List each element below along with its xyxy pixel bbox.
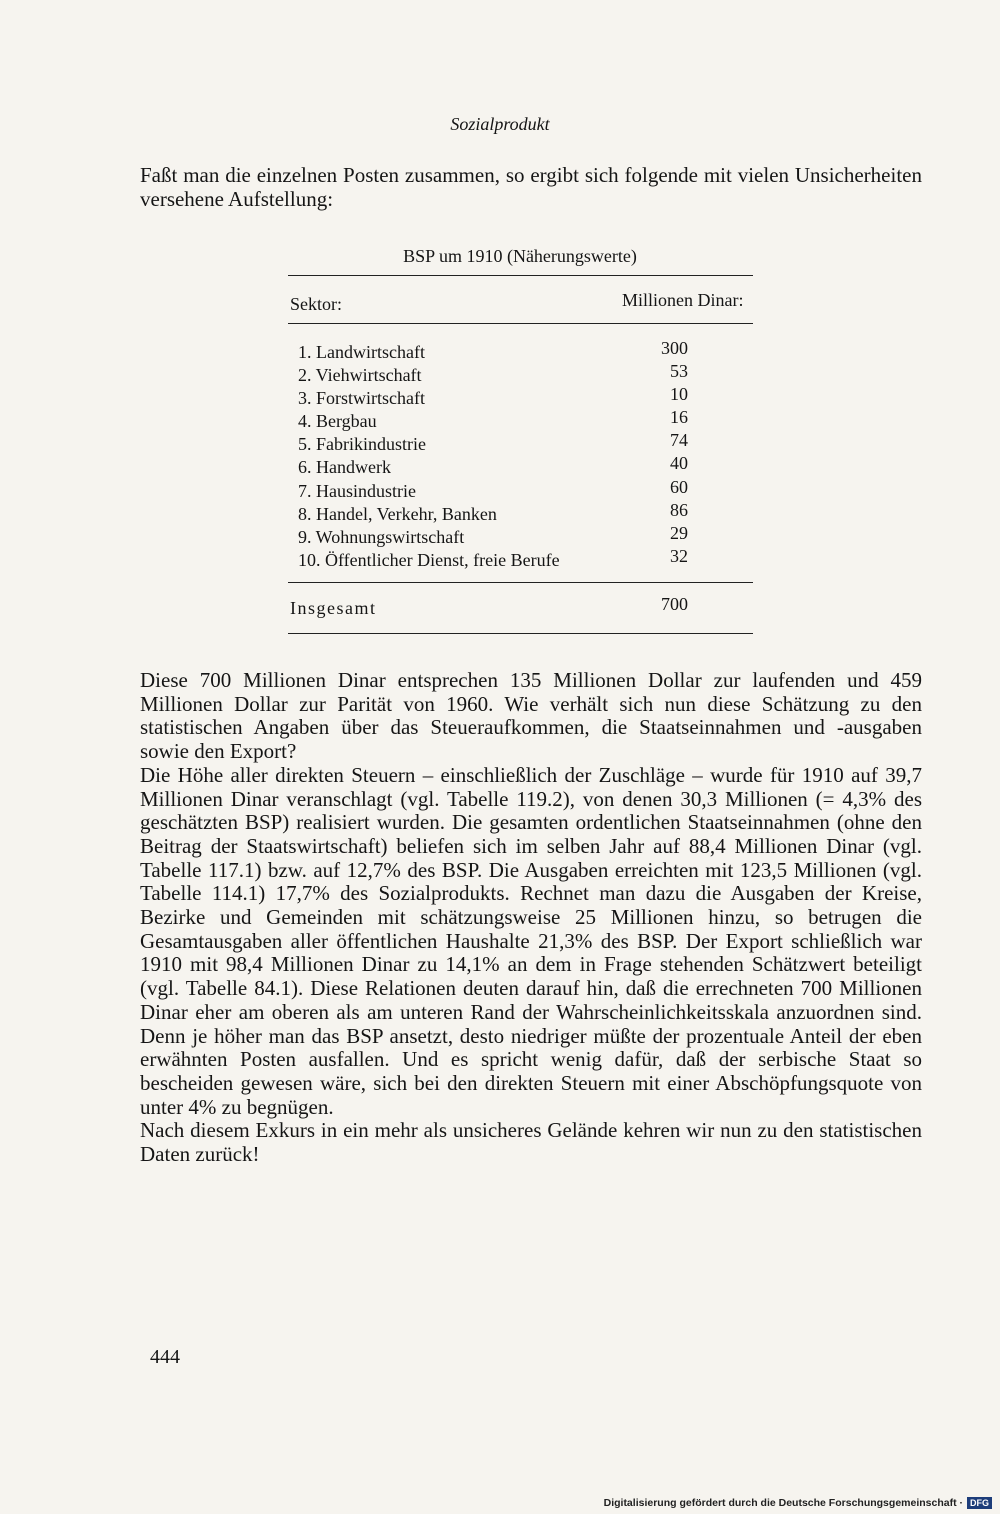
row-value: 29	[670, 523, 688, 543]
column-header-sector: Sektor:	[290, 294, 342, 314]
table-row	[298, 546, 698, 573]
row-label: 8. Handel, Verkehr, Banken	[298, 504, 497, 524]
table-title: BSP um 1910 (Näherungswerte)	[403, 246, 637, 266]
row-value: 60	[670, 477, 688, 497]
page-number: 444	[150, 1346, 180, 1368]
intro-paragraph: Faßt man die einzelnen Posten zusammen, so ergibt sich folgende mit vielen Unsicherheiten versehene Aufstellung:	[140, 163, 922, 211]
table-total-rule	[288, 582, 753, 583]
row-value: 300	[661, 338, 688, 358]
row-value: 53	[670, 361, 688, 381]
row-label: 6. Handwerk	[298, 457, 391, 477]
total-value: 700	[661, 594, 688, 614]
row-label: 5. Fabrikindustrie	[298, 434, 426, 454]
row-value: 32	[670, 546, 688, 566]
column-header-value: Millionen Dinar:	[622, 290, 744, 310]
running-header: Sozialprodukt	[450, 114, 550, 134]
credit-text: Digitalisierung gefördert durch die Deutsche Forschungsgemeinschaft ·	[603, 1497, 963, 1509]
row-value: 40	[670, 453, 688, 473]
table-total-row	[290, 594, 698, 622]
body-paragraphs: Diese 700 Millionen Dinar entsprechen 135 Millionen Dollar zur laufenden und 459 Millionen Dollar zur Parität von 1960. Wie verhält sich nun diese Schätzung zu den statistischen Angaben über das Steueraufkommen, die Staatseinnahmen und -ausgaben sowie den Export? Die Höhe aller direkten Steuern – einschließlich der Zuschläge – wurde für 1910 auf 39,7 Millionen Dinar veranschlagt (vgl. Tabelle 119.2), von denen 30,3 Millionen (= 4,3% des geschätzten BSP) realisiert wurden. Die gesamten ordentlichen Staatseinnahmen (ohne den Beitrag der Staatswirtschaft) beliefen sich im selben Jahr auf 88,4 Millionen Dinar (vgl. Tabelle 117.1) bzw. auf 12,7% des BSP. Die Ausgaben erreichten mit 123,5 Millionen (vgl. Tabelle 114.1) 17,7% des Sozialprodukts. Rechnet man dazu die Ausgaben der Kreise, Bezirke und Gemeinden mit schätzungsweise 25 Millionen hinzu, so betrugen die Gesamtausgaben aller öffentlichen Haushalte 21,3% des BSP. Der Export schließlich war 1910 mit 98,4 Millionen Dinar zu 14,1% an dem in Frage stehenden Schätzwert beteiligt (vgl. Tabelle 84.1). Diese Relationen deuten darauf hin, daß die errechneten 700 Millionen Dinar eher am oberen als am unteren Rand der Wahrscheinlichkeitsskala anzuordnen sind. Denn je höher man das BSP ansetzt, desto niedriger müßte der prozentuale Anteil der eben erwähnten Posten ausfallen. Und es spricht wenig dafür, daß der serbische Staat so bescheiden gewesen wäre, sich bei den direkten Steuern mit einer Abschöpfungsquote von unter 4% zu begnügen. Nach diesem Exkurs in ein mehr als unsicheres Gelände kehren wir nun zu den statistischen Daten zurück!	[140, 668, 922, 1167]
table-bottom-rule	[288, 633, 753, 634]
row-label: 2. Viehwirtschaft	[298, 365, 422, 385]
table-top-rule	[288, 275, 753, 276]
row-label: 7. Hausindustrie	[298, 481, 416, 501]
row-value: 10	[670, 384, 688, 404]
table-header-rule	[288, 323, 753, 324]
row-label: 3. Forstwirtschaft	[298, 388, 425, 408]
row-value: 86	[670, 500, 688, 520]
row-label: 1. Landwirtschaft	[298, 342, 425, 362]
digitization-credit	[604, 1495, 992, 1511]
row-value: 74	[670, 430, 688, 450]
row-label: 4. Bergbau	[298, 411, 377, 431]
row-label: 10. Öffentlicher Dienst, freie Berufe	[298, 550, 560, 570]
row-value: 16	[670, 407, 688, 427]
total-label: Insgesamt	[290, 598, 377, 618]
dfg-logo: DFG	[967, 1497, 992, 1509]
row-label: 9. Wohnungswirtschaft	[298, 527, 465, 547]
